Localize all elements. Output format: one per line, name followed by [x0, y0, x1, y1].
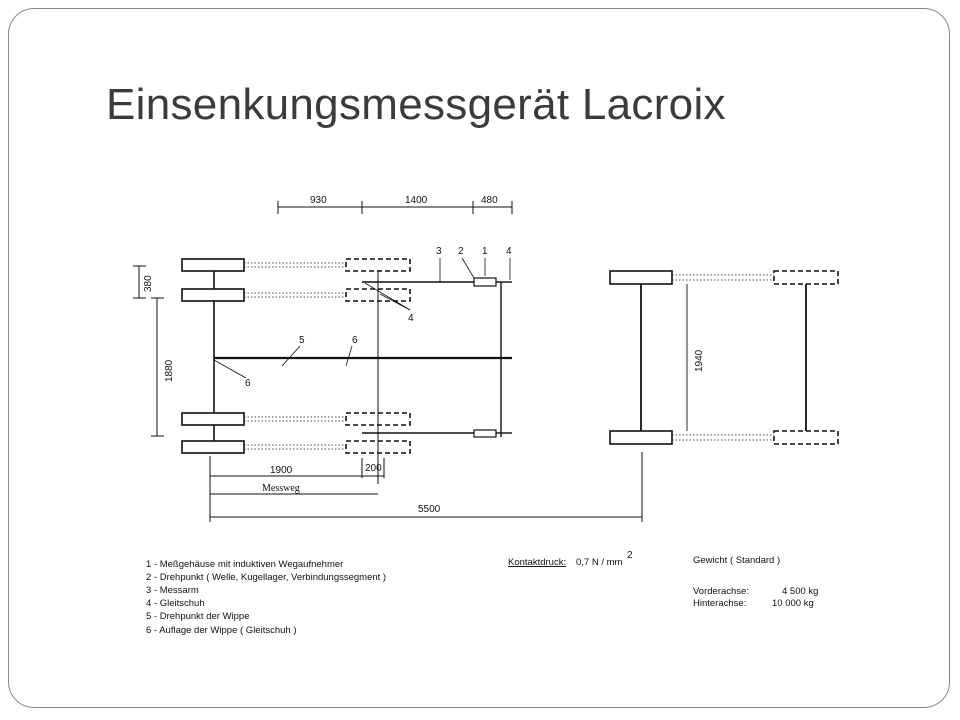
legend-item-4: 4 - Gleitschuh [146, 598, 205, 609]
callout-4-top: 4 [506, 246, 512, 257]
left-vehicle [182, 258, 512, 484]
legend-item-5: 5 - Drehpunkt der Wippe [146, 611, 250, 622]
legend-item-3: 3 - Messarm [146, 585, 199, 596]
front-axle-value: 4 500 kg [782, 586, 819, 597]
dim-1900: 1900 [270, 465, 293, 476]
dim-5500: 5500 [418, 504, 441, 515]
callout-2: 2 [458, 246, 464, 257]
slide-title: Einsenkungsmessgerät Lacroix [106, 80, 726, 129]
rear-axle-label: Hinterachse: [693, 598, 747, 609]
dim-200: 200 [365, 463, 382, 474]
dim-930: 930 [310, 195, 327, 206]
legend-item-6: 6 - Auflage der Wippe ( Gleitschuh ) [146, 625, 297, 636]
rear-axle-value: 10 000 kg [772, 598, 814, 609]
right-vehicle [610, 271, 838, 444]
dim-480: 480 [481, 195, 498, 206]
dim-1400: 1400 [405, 195, 428, 206]
contact-value: 0,7 N / mm [576, 557, 623, 568]
callout-6-lower: 6 [245, 378, 251, 389]
weight-info [693, 555, 818, 609]
callout-5: 5 [299, 335, 305, 346]
weight-title: Gewicht ( Standard ) [693, 555, 781, 566]
dim-1880: 1880 [164, 359, 175, 382]
dim-1940: 1940 [694, 349, 705, 372]
dim-380: 380 [143, 275, 154, 292]
legend-item-1: 1 - Meßgehäuse mit induktiven Wegaufnehmer [146, 559, 344, 570]
callout-1: 1 [482, 246, 488, 257]
contact-pressure [508, 550, 633, 568]
messweg-label: Messweg [262, 483, 300, 494]
callout-3: 3 [436, 246, 442, 257]
legend [146, 559, 386, 636]
callout-4-mid: 4 [408, 313, 414, 324]
contact-exponent: 2 [627, 550, 633, 561]
contact-label: Kontaktdruck: [508, 557, 567, 568]
legend-item-2: 2 - Drehpunkt ( Welle, Kugellager, Verbindungssegment ) [146, 572, 387, 583]
callout-6-upper: 6 [352, 335, 358, 346]
front-axle-label: Vorderachse: [693, 586, 749, 597]
